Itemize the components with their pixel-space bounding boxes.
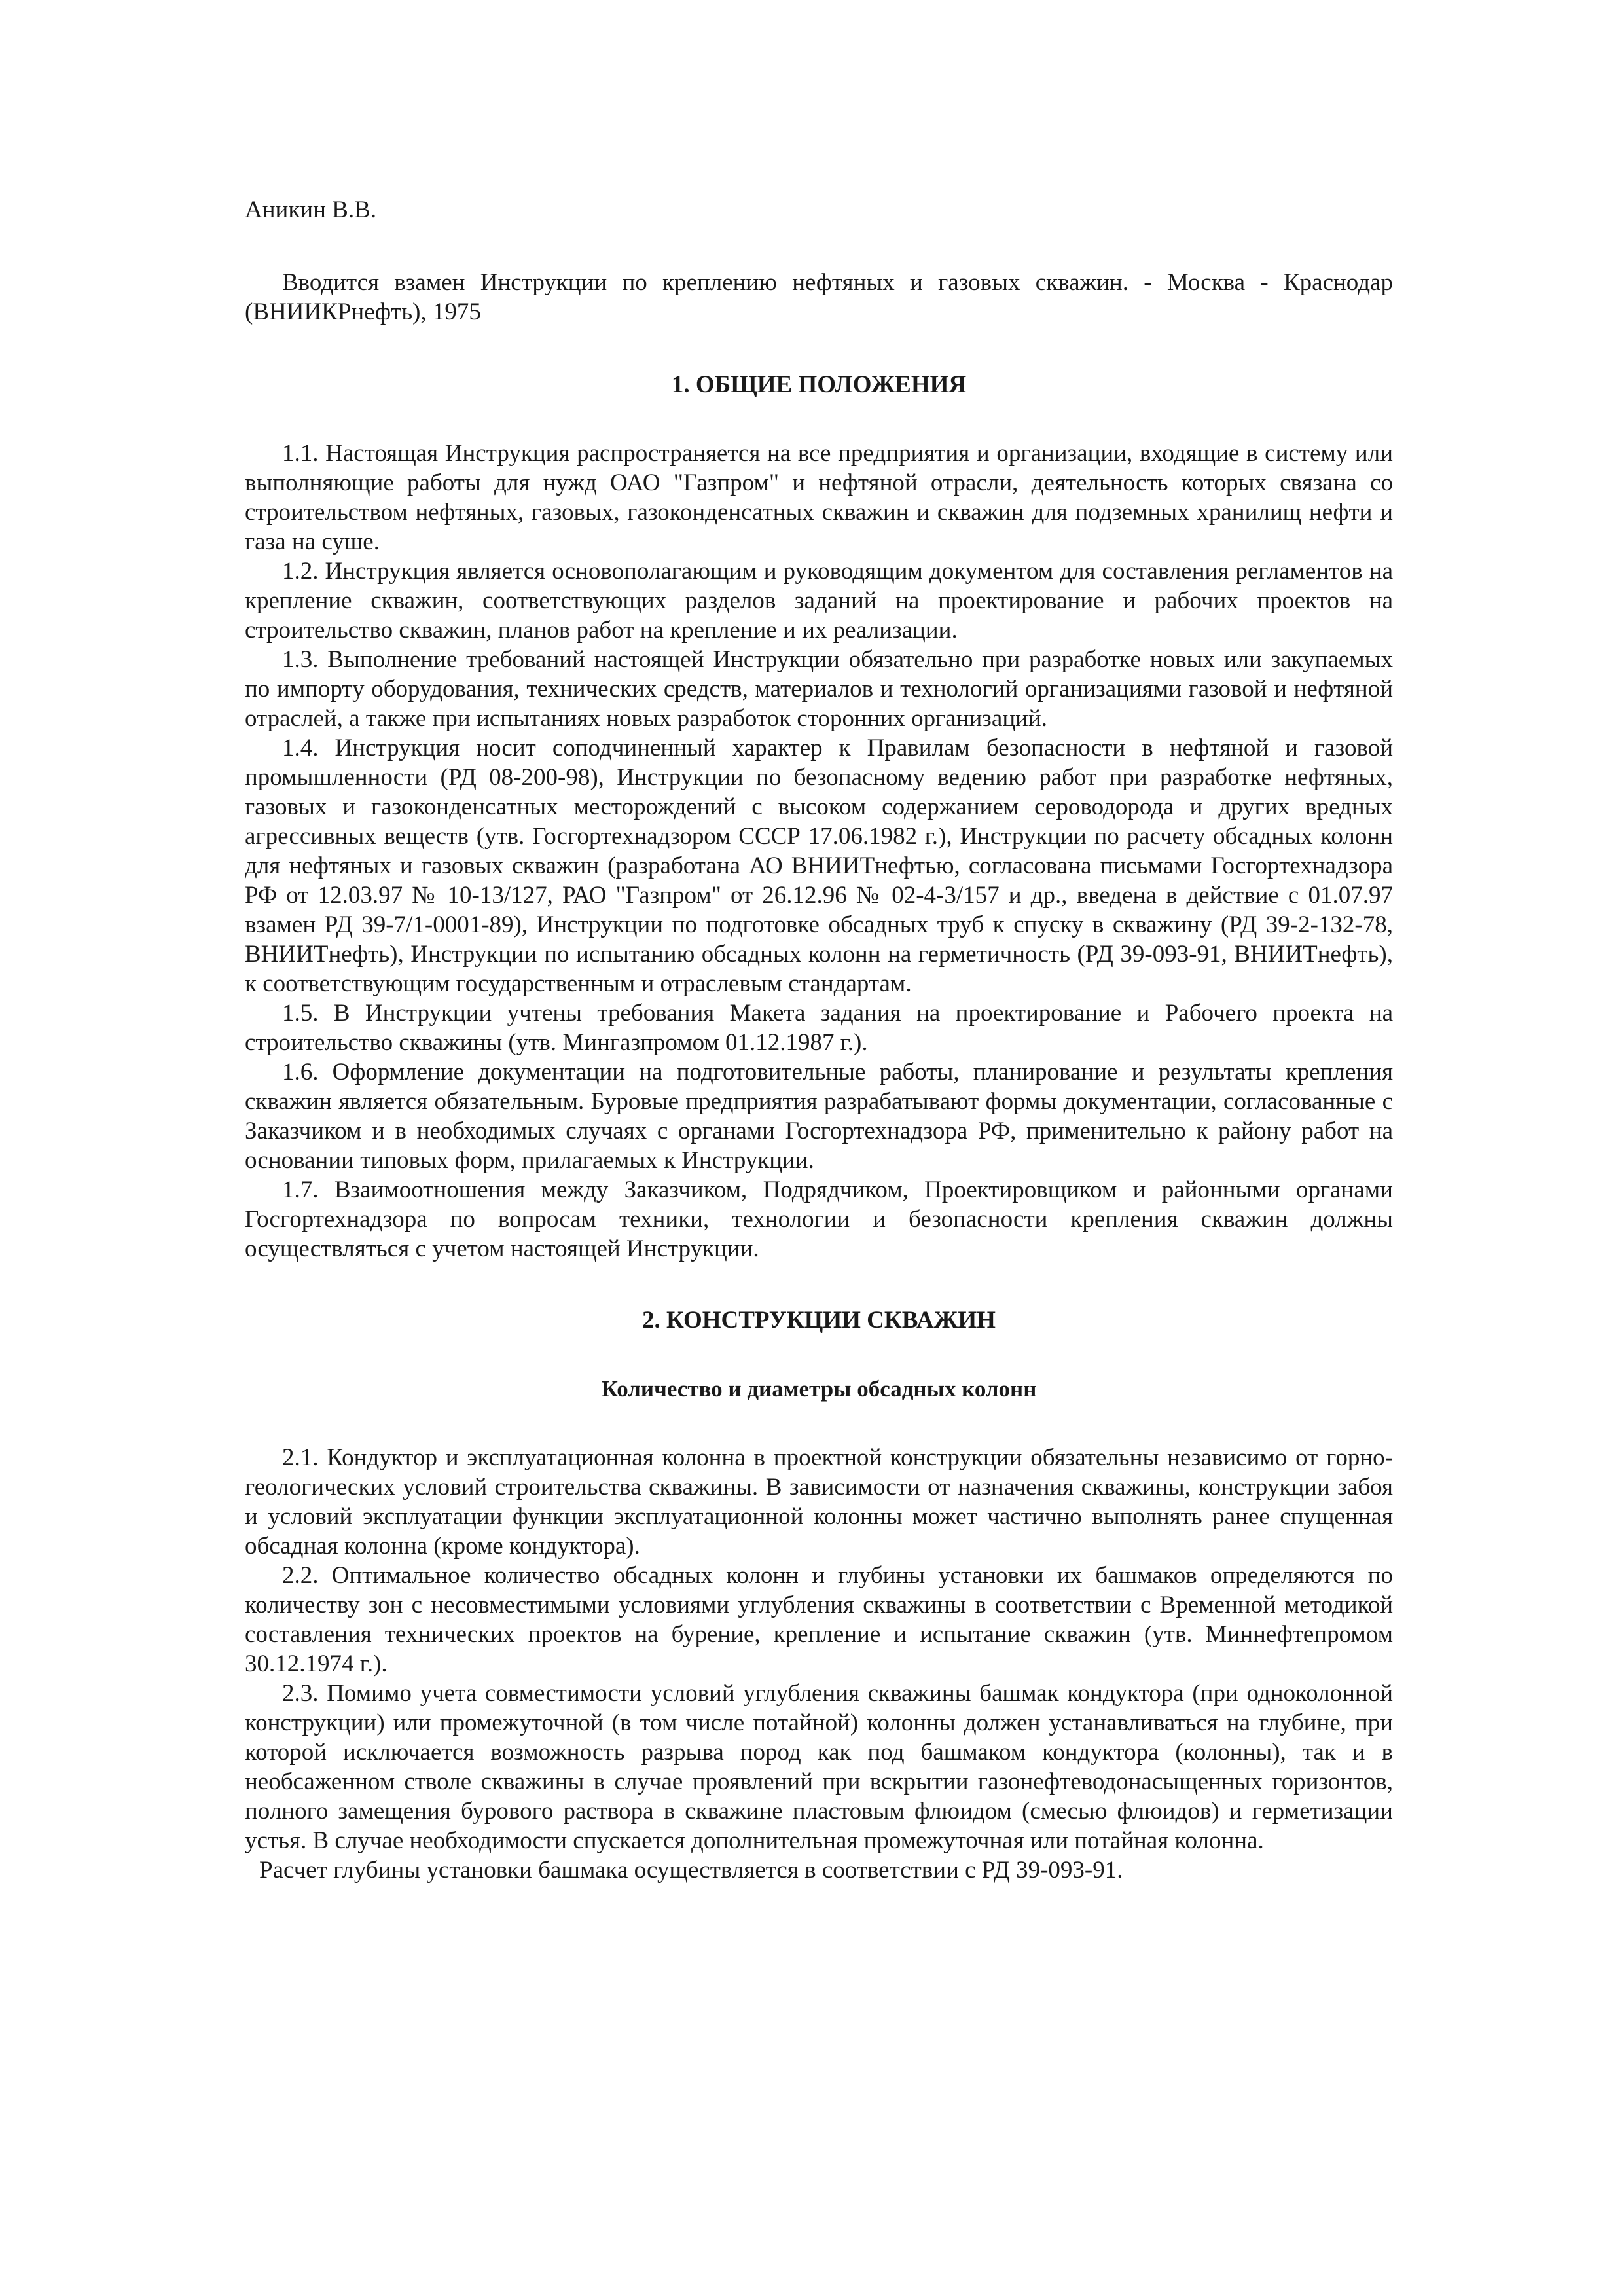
subsection-title: Количество и диаметры обсадных колонн [601,1376,1037,1402]
paragraph-2-1: 2.1. Кондуктор и эксплуатационная колонна в проектной конструкции обязательны независимо от горно-геологических условий строительства скважины. В зависимости от назначения скважины, конструкции забоя и условий эксплуатации функции эксплуатационной колонны может частично выполнять ранее спущенная обсадная колонна (кроме кондуктора). [245,1444,1393,1559]
paragraph-2-2: 2.2. Оптимальное количество обсадных колонн и глубины установки их башмаков определяются по количеству зон с несовместимыми условиями углубления скважины в соответствии с Временной методикой составления технических проектов на бурение, крепление и испытание скважин (утв. Миннефтепромом 30.12.1974 г.). [245,1562,1393,1677]
paragraph-1-7: 1.7. Взаимоотношения между Заказчиком, Подрядчиком, Проектировщиком и районными органами Госгортехнадзора по вопросам техники, технологии и безопасности крепления скважин должны осуществляться с учетом настоящей Инструкции. [245,1176,1393,1262]
paragraph-2-3: 2.3. Помимо учета совместимости условий углубления скважины башмак кондуктора (при одноколонной конструкции) или промежуточной (в том числе потайной) колонны должен устанавливаться на глубине, при которой исключается возможность разрыва пород как под башмаком кондуктора (колонны), так и в необсаженном стволе скважины в случае проявлений при вскрытии газонефтеводонасыщенных горизонтов, полного замещения бурового раствора в скважине пластовым флюидом (смесью флюидов) и герметизации устья. В случае необходимости спускается дополнительная промежуточная или потайная колонна. [245,1680,1393,1854]
document-page [245,195,1393,1885]
author-line: Аникин В.В. [245,196,377,223]
section-1-title: 1. ОБЩИЕ ПОЛОЖЕНИЯ [671,371,967,398]
paragraph-1-2: 1.2. Инструкция является основополагающим и руководящим документом для составления регламентов на крепление скважин, соответствующих разделов заданий на проектирование и рабочих проектов на строительство скважин, планов работ на крепление и их реализации. [245,558,1393,644]
section-2-title: 2. КОНСТРУКЦИИ СКВАЖИН [642,1307,996,1334]
paragraph-1-4: 1.4. Инструкция носит соподчиненный характер к Правилам безопасности в нефтяной и газовой промышленности (РД 08-200-98), Инструкции по безопасному ведению работ при разработке нефтяных, газовых и газоконденсатных месторождений с высоком содержанием сероводорода и других вредных агрессивных веществ (утв. Госгортехнадзором СССР 17.06.1982 г.), Инструкции по расчету обсадных колонн для нефтяных и газовых скважин (разработана АО ВНИИТнефтью, согласована письмами Госгортехнадзора РФ от 12.03.97 № 10-13/127, РАО "Газпром" от 26.12.96 № 02-4-3/157 и др., введена в действие с 01.07.97 взамен РД 39-7/1-0001-89), Инструкции по подготовке обсадных труб к спуску в скважину (РД 39-2-132-78, ВНИИТнефть), Инструкции по испытанию обсадных колонн на герметичность (РД 39-093-91, ВНИИТнефть), к соответствующим государственным и отраслевым стандартам. [245,735,1393,997]
paragraph-1-5: 1.5. В Инструкции учтены требования Макета задания на проектирование и Рабочего проекта на строительство скважины (утв. Мингазпромом 01.12.1987 г.). [245,1000,1393,1056]
paragraph-1-6: 1.6. Оформление документации на подготовительные работы, планирование и результаты крепления скважин является обязательным. Буровые предприятия разрабатывают формы документации, согласованные с Заказчиком и в необходимых случаях с органами Госгортехнадзора РФ, применительно к району работ на основании типовых форм, прилагаемых к Инструкции. [245,1059,1393,1174]
replacement-note: Вводится взамен Инструкции по креплению нефтяных и газовых скважин. - Москва - Краснодар (ВНИИКРнефть), 1975 [245,269,1393,325]
paragraph-calculation-note: Расчет глубины установки башмака осуществляется в соответствии с РД 39-093-91. [259,1857,1123,1884]
paragraph-1-3: 1.3. Выполнение требований настоящей Инструкции обязательно при разработке новых или закупаемых по импорту оборудования, технических средств, материалов и технологий организациями газовой и нефтяной отраслей, а также при испытаниях новых разработок сторонних организаций. [245,646,1393,732]
paragraph-1-1: 1.1. Настоящая Инструкция распространяется на все предприятия и организации, входящие в систему или выполняющие работы для нужд ОАО "Газпром" и нефтяной отрасли, деятельность которых связана со строительством нефтяных, газовых, газоконденсатных скважин и скважин для подземных хранилищ нефти и газа на суше. [245,440,1393,555]
